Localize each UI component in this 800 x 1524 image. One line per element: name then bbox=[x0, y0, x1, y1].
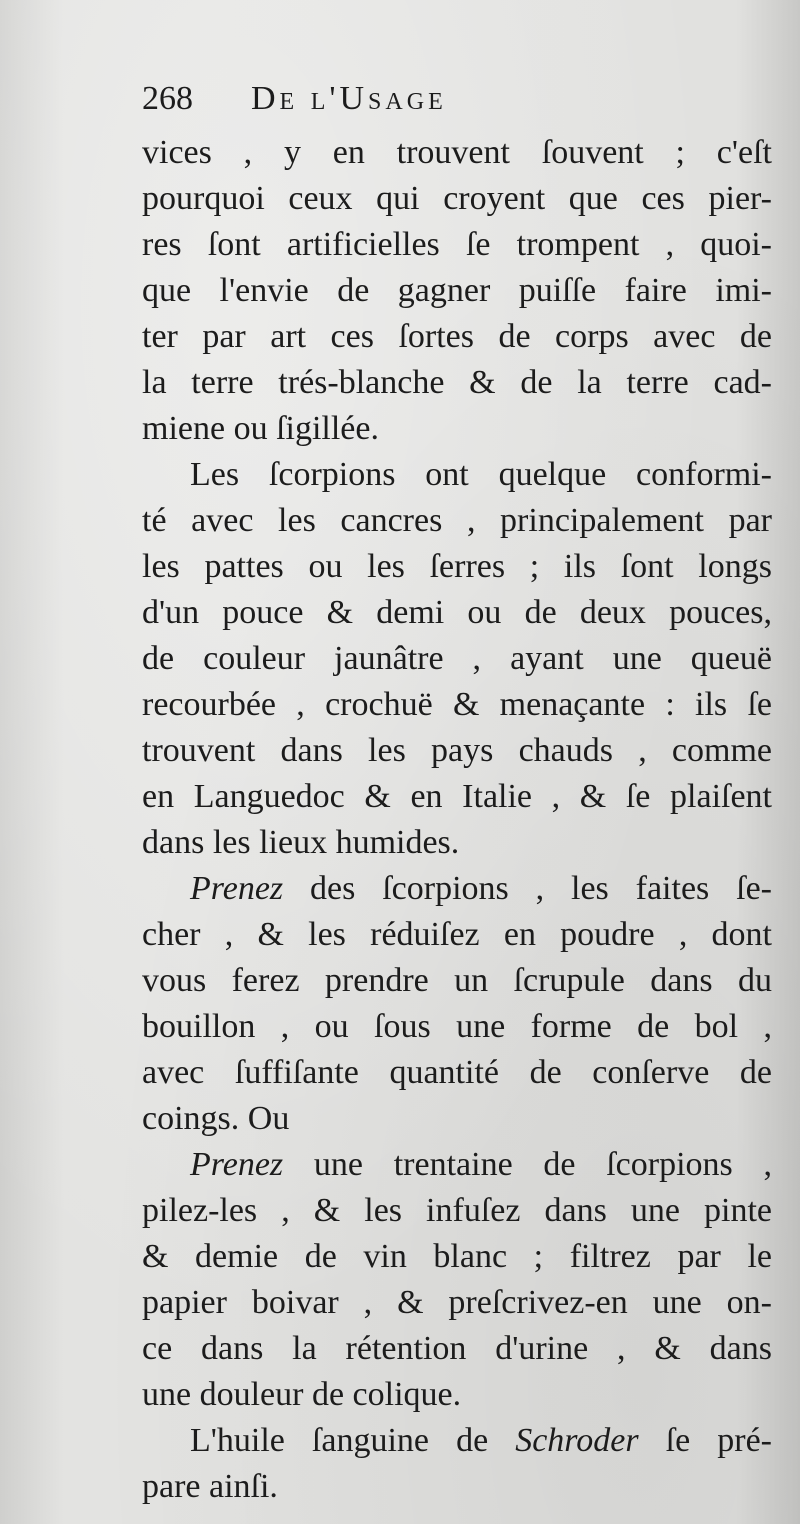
text-line: les pattes ou les ſerres ; ils ſont longs bbox=[142, 548, 772, 585]
text-line: trouvent dans les pays chauds , comme bbox=[142, 732, 772, 769]
text-line: papier boivar , & preſcrivez-en une on- bbox=[142, 1284, 772, 1321]
text-line: recourbée , crochuë & menaçante : ils ſe bbox=[142, 686, 772, 723]
text-line: res ſont artificielles ſe trompent , quoi- bbox=[142, 226, 772, 263]
text-line: que l'envie de gagner puiſſe faire imi- bbox=[142, 272, 772, 309]
text-line: dans les lieux humides. bbox=[142, 824, 460, 861]
text-line: miene ou ſigillée. bbox=[142, 410, 379, 447]
text-line: & demie de vin blanc ; filtrez par le bbox=[142, 1238, 772, 1275]
text-line: d'un pouce & demi ou de deux pouces, bbox=[142, 594, 772, 631]
text-line: pilez-les , & les infuſez dans une pinte bbox=[142, 1192, 772, 1229]
text-line: pare ainſi. bbox=[142, 1468, 278, 1505]
text-line: Prenez une trentaine de ſcorpions , bbox=[190, 1146, 772, 1183]
italic-word: Prenez bbox=[190, 870, 284, 907]
italic-word: Prenez bbox=[190, 1146, 284, 1183]
text-line: Prenez des ſcorpions , les faites ſe- bbox=[190, 870, 772, 907]
text-line: Les ſcorpions ont quelque conformi- bbox=[190, 456, 772, 493]
text-line: en Languedoc & en Italie , & ſe plaiſent bbox=[142, 778, 772, 815]
page-number: 268 bbox=[142, 80, 193, 117]
text-line: té avec les cancres , principalement par bbox=[142, 502, 772, 539]
text-line: une douleur de colique. bbox=[142, 1376, 462, 1413]
text-line: pourquoi ceux qui croyent que ces pier- bbox=[142, 180, 772, 217]
text-line: ter par art ces ſortes de corps avec de bbox=[142, 318, 772, 355]
body-text bbox=[142, 130, 772, 1510]
text-line: coings. Ou bbox=[142, 1100, 290, 1137]
page-header bbox=[142, 80, 612, 118]
italic-word: Schroder bbox=[515, 1422, 639, 1459]
text-line: bouillon , ou ſous une forme de bol , bbox=[142, 1008, 772, 1045]
text-line: ce dans la rétention d'urine , & dans bbox=[142, 1330, 772, 1367]
text-line: vous ferez prendre un ſcrupule dans du bbox=[142, 962, 772, 999]
text-line: L'huile ſanguine de Schroder ſe pré- bbox=[190, 1422, 772, 1459]
text-line: cher , & les réduiſez en poudre , dont bbox=[142, 916, 772, 953]
running-title: De l'Usage bbox=[251, 80, 447, 117]
text-line: la terre trés-blanche & de la terre cad- bbox=[142, 364, 772, 401]
text-line: avec ſuffiſante quantité de conſerve de bbox=[142, 1054, 772, 1091]
text-line: vices , y en trouvent ſouvent ; c'eſt bbox=[142, 134, 772, 171]
text-line: de couleur jaunâtre , ayant une queuë bbox=[142, 640, 772, 677]
